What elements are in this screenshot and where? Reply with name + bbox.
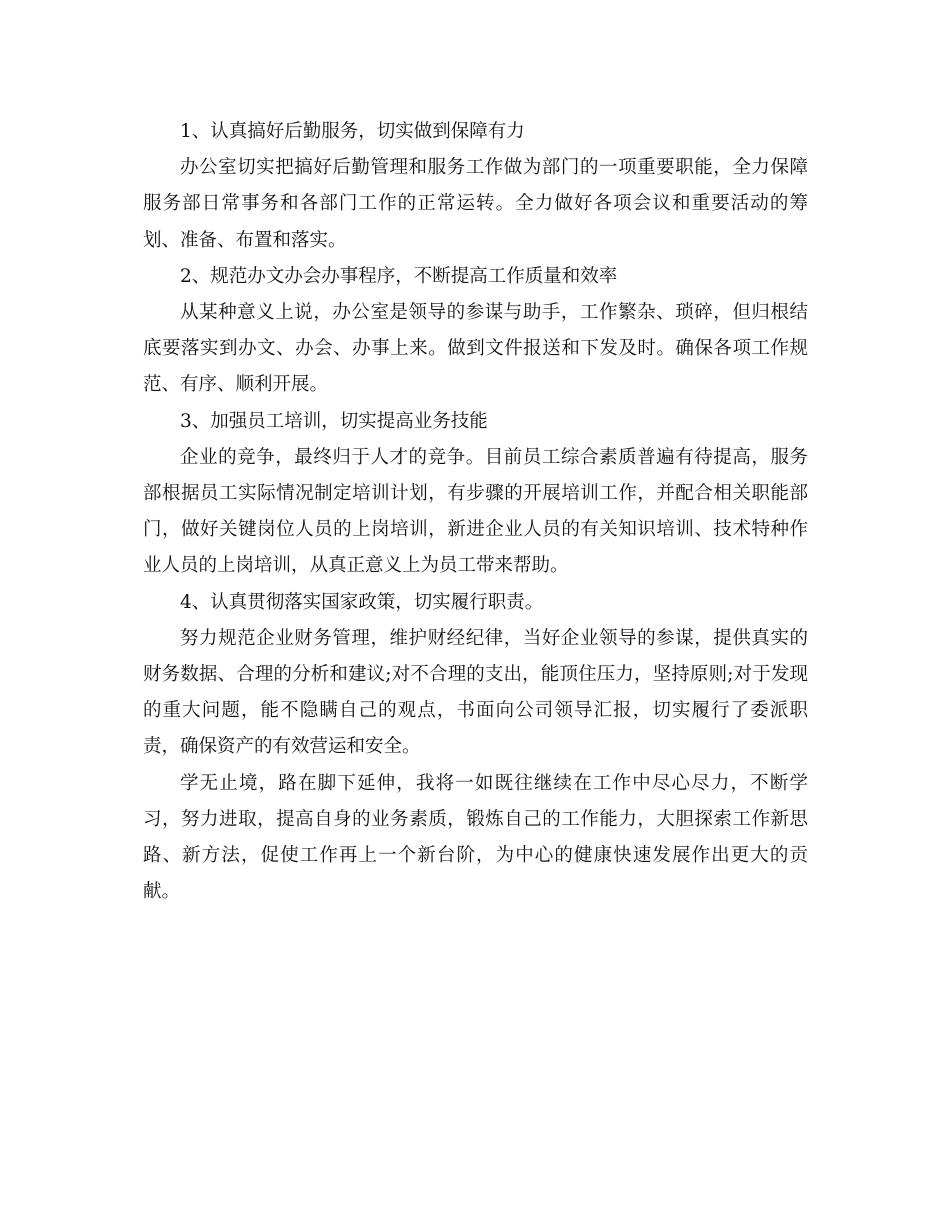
section-heading-4: 4、认真贯彻落实国家政策，切实履行职责。 [180, 591, 544, 613]
document-body [143, 114, 808, 910]
body-paragraph: 从某种意义上说，办公室是领导的参谋与助手，工作繁杂、琐碎，但归根结底要落实到办文、办会、办事上来。做到文件报送和下发及时。确保各项工作规范、有序、顺利开展。 [143, 302, 808, 396]
body-paragraph: 办公室切实把搞好后勤管理和服务工作做为部门的一项重要职能，全力保障服务部日常事务和各部门工作的正常运转。全力做好各项会议和重要活动的筹划、准备、布置和落实。 [143, 157, 808, 251]
body-paragraph: 努力规范企业财务管理，维护财经纪律，当好企业领导的参谋，提供真实的财务数据、合理的分析和建议;对不合理的支出，能顶住压力，坚持原则;对于发现的重大问题，能不隐瞒自己的观点，书面向公司领导汇报，切实履行了委派职责，确保资产的有效营运和安全。 [143, 627, 808, 758]
closing-paragraph: 学无止境，路在脚下延伸，我将一如既往继续在工作中尽心尽力，不断学习，努力进取，提高自身的业务素质，锻炼自己的工作能力，大胆探索工作新思路、新方法，促使工作再上一个新台阶，为中心的健康快速发展作出更大的贡献。 [143, 772, 808, 903]
body-paragraph: 企业的竞争，最终归于人才的竞争。目前员工综合素质普遍有待提高，服务部根据员工实际情况制定培训计划，有步骤的开展培训工作，并配合相关职能部门，做好关键岗位人员的上岗培训，新进企业人员的有关知识培训、技术特种作业人员的上岗培训，从真正意义上为员工带来帮助。 [143, 446, 808, 577]
section-heading-1: 1、认真搞好后勤服务，切实做到保障有力 [180, 121, 525, 142]
section-heading-2: 2、规范办文办会办事程序，不断提高工作质量和效率 [180, 265, 618, 287]
section-heading-3: 3、加强员工培训，切实提高业务技能 [180, 410, 488, 432]
